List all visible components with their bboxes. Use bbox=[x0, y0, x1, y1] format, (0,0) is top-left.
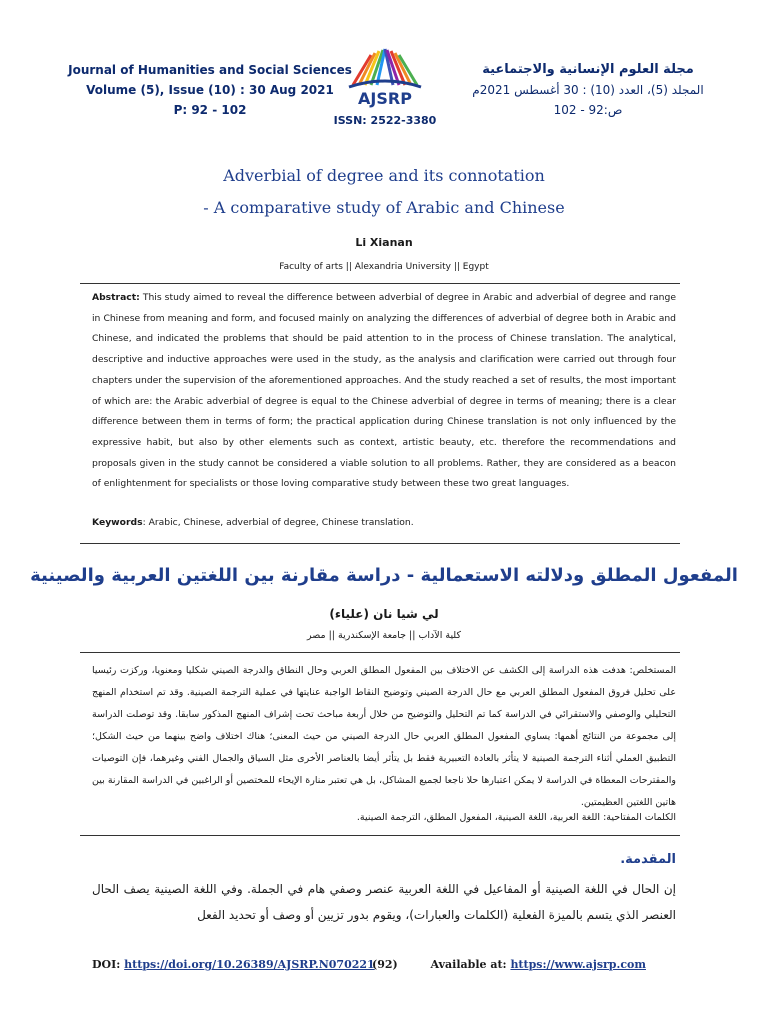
author-name: Li Xianan bbox=[355, 236, 413, 249]
pages-en: P: 92 - 102 bbox=[173, 103, 247, 117]
keywords-text: : Arabic, Chinese, adverbial of degree, Chinese translation. bbox=[142, 517, 414, 528]
doi-label: DOI: bbox=[92, 958, 125, 971]
divider bbox=[80, 283, 680, 284]
open-book-icon bbox=[343, 45, 427, 91]
brand-name: AJSRP bbox=[358, 89, 412, 108]
keywords-ar: الكلمات المفتاحية: اللغة العربية، اللغة الصينية، المفعول المطلق، الترجمة الصينية. bbox=[356, 812, 676, 823]
issn: ISSN: 2522-3380 bbox=[333, 114, 437, 127]
journal-name-ar: مجلة العلوم الإنسانية والاجتماعية bbox=[482, 62, 694, 77]
arabic-title: المفعول المطلق ودلالته الاستعمالية - دراسة مقارنة بين اللغتين العربية والصينية bbox=[30, 565, 738, 586]
abstract-ar: المستخلص: هدفت هذه الدراسة إلى الكشف عن الاختلاف بين المفعول المطلق العربي وحال النطاق والدرجة الصيني شكليا ومعنويا، وركزت رئيسيا على تحليل فروق المفعول المطلق العربي مع حال الدرجة الصيني وتوضيح النقاط الواجبة عنايتها في عملية الترجمة الصينية. وقد تم استخدام المنهج التحليلي والوصفي والاستقرائي في الدراسة كما تم التحليل والتوضيح من خلال أربعة مباحث تحت إشراف المنهج المذكور سابقا. وقد توصلت الدراسة إلى مجموعة من النتائج أهمها: يساوي المفعول المطلق العربي حال الدرجة الصيني من حيث المعنى؛ هناك اختلاف واضح بينهما من حيث الشكل؛ التطبيق العملي أثناء الترجمة الصينية لا يتأثر بالعادة التعبيرية فقط بل يتأثر أيضا بالعناصر الأخرى مثل السياق والجمال الفني وغيرهما، فإن التوصيات والمقترحات المعطاة في الدراسة لا يمكن اعتبارها حلا ناجعا لجميع المشاكل، بل هي تعتبر منارة الإيحاء للمختصين أو الراغبين في الدراسة المقارنة بين هاتين اللغتين العظيمتين. bbox=[92, 665, 676, 808]
intro-body: إن الحال في اللغة الصينية أو المفاعيل في اللغة العربية عنصر وصفي هام في الجملة. وفي اللغة الصينية يصف الحال العنصر الذي يتسم بالميزة الفعلية (الكلمات والعبارات)، ويقوم بدور تزيين أو وصف أو تحديد الفعل bbox=[92, 882, 676, 922]
journal-header-en bbox=[60, 60, 360, 120]
keywords-label: Keywords bbox=[92, 517, 143, 528]
title-line-1: Adverbial of degree and its connotation bbox=[223, 166, 545, 185]
author-affiliation: Faculty of arts || Alexandria University || Egypt bbox=[279, 262, 489, 272]
journal-name-en: Journal of Humanities and Social Sciences bbox=[68, 63, 352, 77]
abstract-label: Abstract: bbox=[92, 292, 140, 303]
divider bbox=[80, 543, 680, 544]
divider bbox=[80, 835, 680, 836]
website-link[interactable]: https://www.ajsrp.com bbox=[510, 958, 646, 971]
arabic-author: لي شيا نان (علياء) bbox=[329, 607, 439, 621]
ajsrp-logo bbox=[320, 45, 450, 127]
arabic-affiliation: كلية الآداب || جامعة الإسكندرية || مصر bbox=[307, 630, 461, 641]
availability bbox=[431, 958, 646, 971]
intro-heading: المقدمة. bbox=[620, 852, 676, 867]
doi-link[interactable]: https://doi.org/10.26389/AJSRP.N070221 bbox=[124, 958, 375, 971]
keywords-en bbox=[92, 517, 676, 528]
abstract-text: This study aimed to reveal the difference between adverbial of degree in Arabic and adverbial of degree and range in Chinese from meaning and form, and focused mainly on analyzing the differences of adverbial of degree both in Arabic and Chinese, and indicated the problems that should be paid attention to in the process of Chinese translation. The analytical, descriptive and inductive approaches were used in the study, as the analysis and clarification were carried out through four chapters under the supervision of the aforementioned approaches. And the study reached a set of results, the most important of which are: the Arabic adverbial of degree is equal to the Chinese adverbial of degree in terms of meaning; there is a clear difference between them in terms of form; the practical application during Chinese translation is not only influenced by the expressive habit, but also by other elements such as context, artistic beauty, etc. therefore the recommendations and proposals given in the study cannot be considered a viable solution to all problems. Rather, they are considered as a beacon of enlightenment for specialists or those loving comparative study between these two great languages. bbox=[92, 292, 676, 490]
divider bbox=[80, 652, 680, 653]
doi bbox=[92, 958, 375, 971]
abstract-en bbox=[92, 288, 676, 495]
volume-info-ar: المجلد (5)، العدد (10) : 30 أغسطس 2021م bbox=[472, 83, 704, 97]
volume-info-en: Volume (5), Issue (10) : 30 Aug 2021 bbox=[86, 83, 334, 97]
paper-title bbox=[0, 160, 768, 224]
page-number: (92) bbox=[372, 958, 398, 971]
journal-header-ar bbox=[468, 60, 708, 120]
title-line-2: - A comparative study of Arabic and Chinese bbox=[203, 198, 565, 217]
available-label: Available at: bbox=[430, 958, 511, 971]
pages-ar: ص:92 - 102 bbox=[553, 103, 623, 117]
